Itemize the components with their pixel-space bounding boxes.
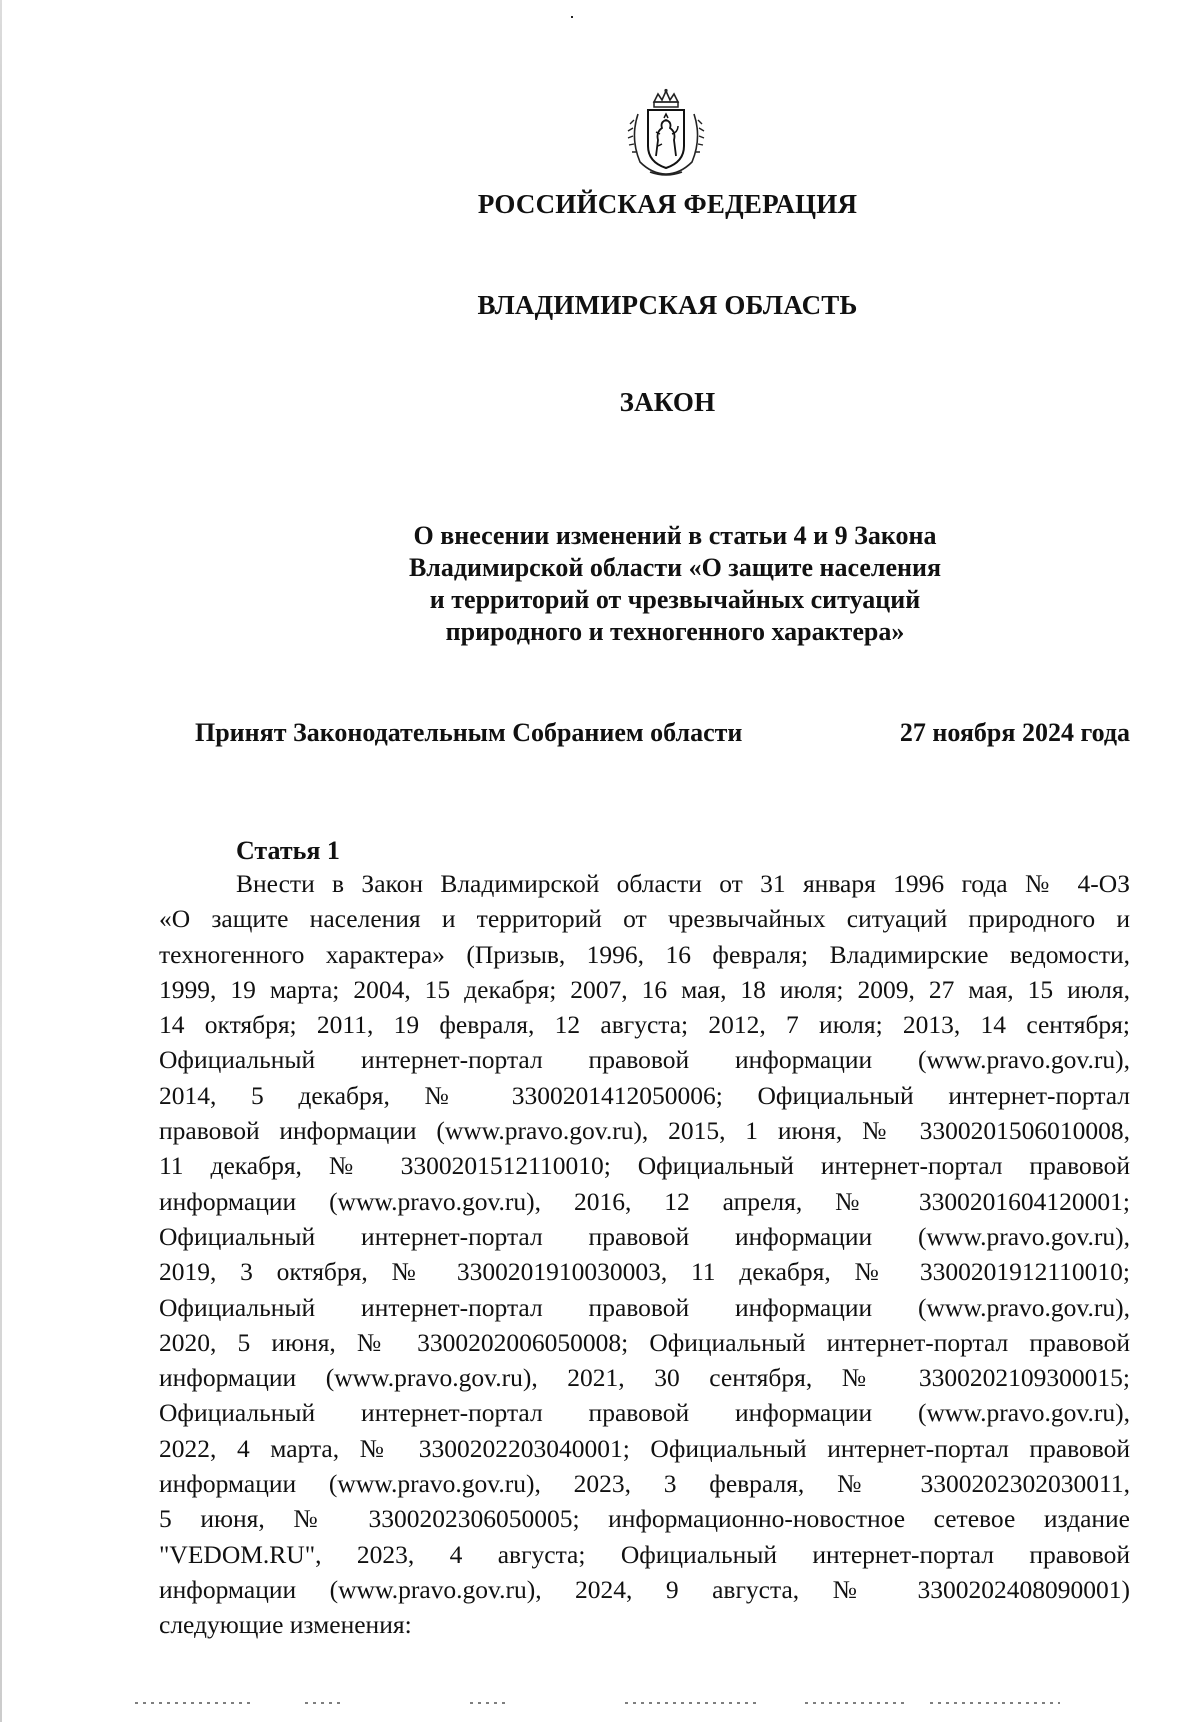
adoption-label: Принят Законодательным Собранием области <box>195 718 743 747</box>
article-line: Официальный интернет-портал правовой информации (www.pravo.gov.ru), <box>159 1045 1130 1075</box>
article-line: «О защите населения и территорий от чрезвычайных ситуаций природного и <box>159 904 1130 934</box>
article-line: техногенного характера» (Призыв, 1996, 16 февраля; Владимирские ведомости, <box>159 939 1130 969</box>
law-title-line: природного и техногенного характера» <box>445 617 905 646</box>
scan-artifacts <box>0 1700 1200 1706</box>
article-line: Внести в Закон Владимирской области от 31 января 1996 года № 4-ОЗ <box>236 869 1130 898</box>
scan-edge <box>0 0 2 1722</box>
article-line: следующие изменения: <box>159 1610 412 1640</box>
coat-of-arms-icon <box>620 88 712 180</box>
article-line: 5 июня, № 3300202306050005; информационно-новостное сетевое издание <box>159 1504 1130 1534</box>
article-body <box>159 866 1130 1643</box>
article-line: Официальный интернет-портал правовой информации (www.pravo.gov.ru), <box>159 1398 1130 1428</box>
article-line: 2019, 3 октября, № 3300201910030003, 11 декабря, № 3300201912110010; <box>159 1257 1130 1287</box>
article-line: информации (www.pravo.gov.ru), 2024, 9 августа, № 3300202408090001) <box>159 1574 1130 1604</box>
article-line: информации (www.pravo.gov.ru), 2016, 12 апреля, № 3300201604120001; <box>159 1186 1130 1216</box>
adoption-date: 27 ноября 2024 года <box>899 718 1130 747</box>
article-line: правовой информации (www.pravo.gov.ru), 2015, 1 июня, № 3300201506010008, <box>159 1116 1130 1146</box>
article-line: Официальный интернет-портал правовой информации (www.pravo.gov.ru), <box>159 1292 1130 1322</box>
law-title <box>360 520 990 648</box>
article-line: информации (www.pravo.gov.ru), 2023, 3 февраля, № 3300202302030011, <box>159 1469 1130 1499</box>
law-title-line: и территорий от чрезвычайных ситуаций <box>429 585 921 614</box>
article-line: "VEDOM.RU", 2023, 4 августа; Официальный интернет-портал правовой <box>159 1539 1130 1569</box>
article-line: Официальный интернет-портал правовой информации (www.pravo.gov.ru), <box>159 1221 1130 1251</box>
article-line: 2014, 5 декабря, № 3300201412050006; Официальный интернет-портал <box>159 1080 1130 1110</box>
article-line: 2020, 5 июня, № 3300202006050008; Официальный интернет-портал правовой <box>159 1327 1130 1357</box>
document-kind-heading: ЗАКОН <box>619 387 716 417</box>
region-heading: ВЛАДИМИРСКАЯ ОБЛАСТЬ <box>477 290 858 320</box>
adoption-line <box>195 718 1130 748</box>
article-line: 2022, 4 марта, № 3300202203040001; Официальный интернет-портал правовой <box>159 1433 1130 1463</box>
country-heading: РОССИЙСКАЯ ФЕДЕРАЦИЯ <box>477 189 858 219</box>
article-heading: Статья 1 <box>236 836 340 865</box>
article-line: 14 октября; 2011, 19 февраля, 12 августа; 2012, 7 июля; 2013, 14 сентября; <box>159 1010 1130 1040</box>
law-title-line: О внесении изменений в статьи 4 и 9 Закона <box>413 521 937 550</box>
scan-speck <box>571 16 573 18</box>
article-line: информации (www.pravo.gov.ru), 2021, 30 сентября, № 3300202109300015; <box>159 1363 1130 1393</box>
law-title-line: Владимирской области «О защите населения <box>408 553 942 582</box>
article-line: 11 декабря, № 3300201512110010; Официальный интернет-портал правовой <box>159 1151 1130 1181</box>
article-line: 1999, 19 марта; 2004, 15 декабря; 2007, 16 мая, 18 июля; 2009, 27 мая, 15 июля, <box>159 974 1130 1004</box>
